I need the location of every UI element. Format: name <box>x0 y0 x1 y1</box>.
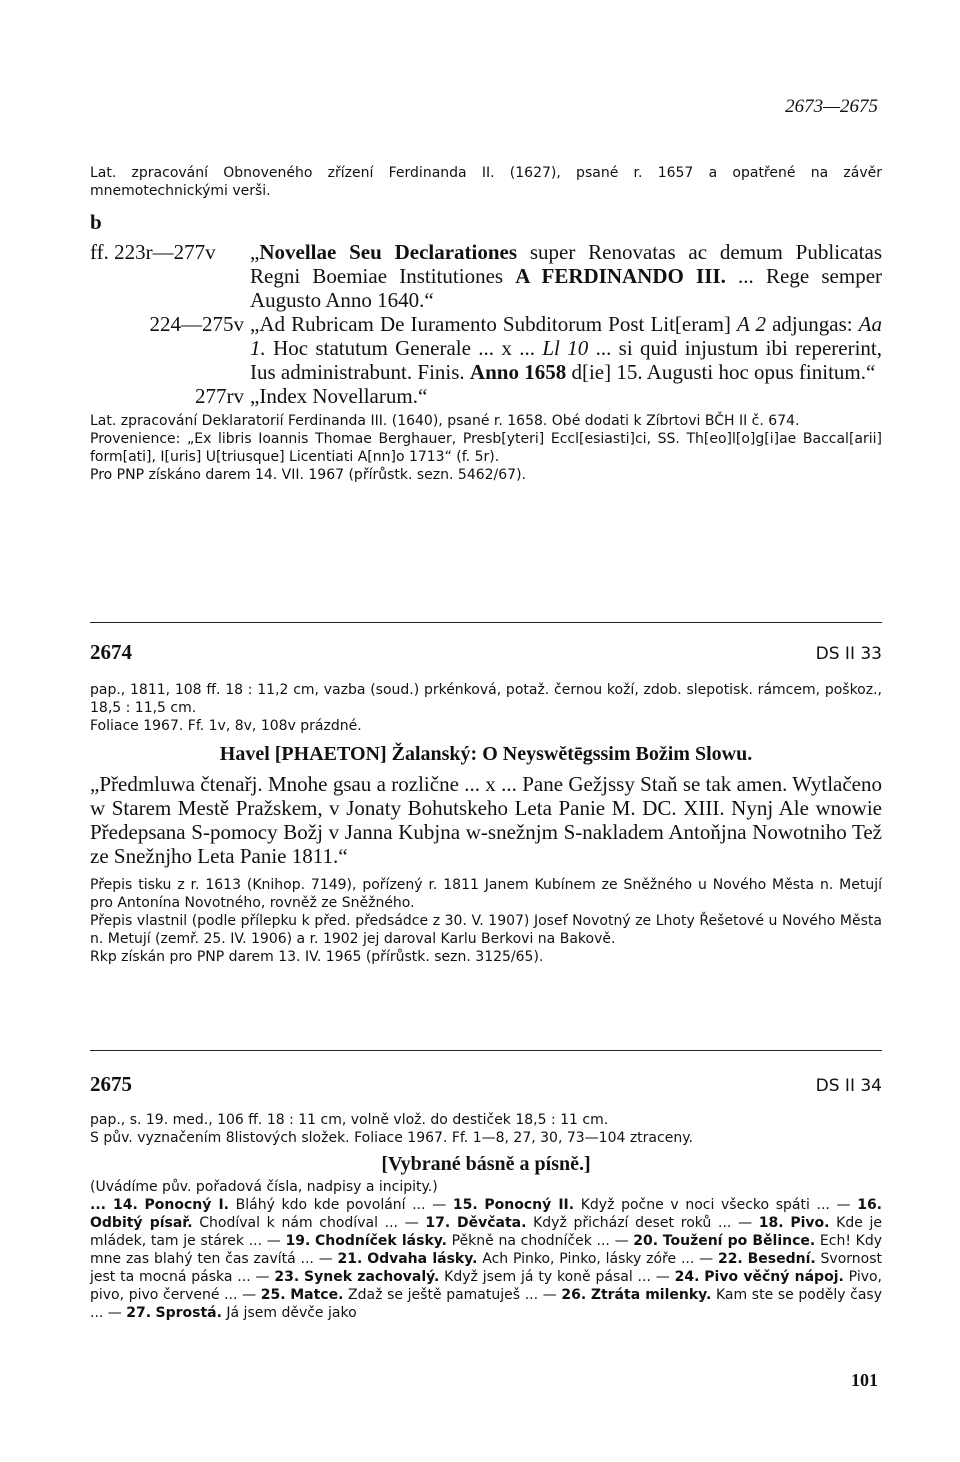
note: Rkp získán pro PNP darem 13. IV. 1965 (přírůstk. sezn. 3125/65). <box>90 949 544 965</box>
entry-number: 2675 <box>90 1072 132 1096</box>
folio-range: 277rv <box>195 384 244 408</box>
folio-entry <box>90 384 882 408</box>
note: Přepis tisku z r. 1613 (Knihop. 7149), pořízený r. 1811 Janem Kubínem ze Sněžného u Nového Města n. Metují pro Antonína Novotného, rovněž ze Sněžného. <box>90 877 882 911</box>
folio-text: „Ad Rubricam De Iuramento Subditorum Post Lit[eram] A 2 adjungas: Aa 1. Hoc statutum Generale ... x ... Ll 10 ... si quid injustum ibi repererint, Ius administrabunt. Finis. Anno 1658 d[ie] 15. Augusti hoc opus finitum.“ <box>250 312 882 384</box>
physical-description: pap., s. 19. med., 106 ff. 18 : 11 cm, volně vlož. do destiček 18,5 : 11 cm. <box>90 1112 609 1128</box>
folio-range: ff. 223r—277v <box>90 240 216 264</box>
folio-entry <box>90 240 882 312</box>
list-item: 22. Besední. Svornost jest ta mocná páska ... — <box>90 1251 882 1285</box>
list-item: 27. Sprostá. Já jsem děvče jako <box>126 1305 357 1321</box>
folio-text: „Index Novellarum.“ <box>250 384 428 408</box>
list-item: 25. Matce. Zdaž se ještě pamatuješ ... — <box>260 1287 562 1303</box>
entry-header <box>90 1072 882 1097</box>
list-item: 20. Toužení po Bělince. Ech! Kdy mne zas blahý ten čas zavítá ... — <box>90 1233 882 1267</box>
entry-2673 <box>90 164 882 484</box>
note: Pro PNP získáno darem 14. VII. 1967 (přírůstk. sezn. 5462/67). <box>90 467 526 483</box>
list-item: 19. Chodníček lásky. Pěkně na chodníček ... — <box>285 1233 634 1249</box>
foliation: Foliace 1967. Ff. 1v, 8v, 108v prázdné. <box>90 718 362 734</box>
shelf-signature: DS II 33 <box>815 644 882 664</box>
list-item: 18. Pivo. Kde je mládek, tam je stárek ... — <box>90 1215 883 1249</box>
list-item: 21. Odvaha lásky. Ach Pinko, Pinko, lásky zóře ... — <box>337 1251 718 1267</box>
list-item: ... 14. Ponocný I. Bláhý kdo kde povolání ... — <box>90 1197 453 1213</box>
entry-2673-lead: Lat. zpracování Obnoveného zřízení Ferdinanda II. (1627), psané r. 1657 a opatřené na závěr mnemotechnickými verši. <box>90 165 882 199</box>
list-item: 15. Ponocný II. Když počne v noci všecko spáti ... — <box>452 1197 858 1213</box>
running-head: 2673—2675 <box>785 96 878 117</box>
note: Provenience: „Ex libris Ioannis Thomae Berghauer, Presb[yteri] Eccl[esiasti]ci, SS. Th[eo]l[o]g[i]ae Baccal[arii] form[ati], I[uris] U[triusque] Licentiati A[nn]o 1713“ (f. 5r). <box>90 431 882 465</box>
entry-2675 <box>90 1072 882 1322</box>
work-title: Havel [PHAETON] Žalanský: O Neyswětēgssim Božim Slowu. <box>219 743 753 765</box>
note: Lat. zpracování Deklaratorií Ferdinanda III. (1640), psané r. 1658. Obé dodati k Zíbrtovi BČH II č. 674. <box>90 413 800 429</box>
list-item: 16. Odbitý písař. Chodíval k nám chodíval ... — <box>90 1197 883 1231</box>
note: Přepis vlastnil (podle přílepku k před. předsádce z 30. V. 1907) Josef Novotný ze Lhoty Řešetové u Nového Města n. Metují (zemř. 25. IV. 1906) a r. 1902 jej daroval Karlu Berkovi na Bakově. <box>90 913 882 947</box>
entry-number: 2674 <box>90 640 132 664</box>
physical-description: pap., 1811, 108 ff. 18 : 11,2 cm, vazba (soud.) prkénková, potaž. černou koží, zdob. slepotisk. rámcem, poškoz., 18,5 : 11,5 cm. <box>90 682 882 716</box>
list-item: 26. Ztráta milenky. Kam ste se poděly časy ... — <box>90 1287 883 1321</box>
list-item: 24. Pivo věčný nápoj. Pivo, pivo, pivo červené ... — <box>90 1269 883 1303</box>
foliation: S pův. vyznačením 8listových složek. Foliace 1967. Ff. 1—8, 27, 30, 73—104 ztraceny. <box>90 1130 693 1146</box>
section-letter: b <box>90 210 102 234</box>
section-divider <box>90 622 882 623</box>
song-list <box>90 1196 882 1322</box>
section-divider <box>90 1050 882 1051</box>
folio-range: 224—275v <box>149 312 244 336</box>
shelf-signature: DS II 34 <box>815 1076 882 1096</box>
page-number: 101 <box>851 1370 878 1390</box>
entry-header <box>90 640 882 665</box>
list-item: 23. Synek zachovalý. Když jsem já ty koně pásal ... — <box>274 1269 675 1285</box>
entry-2674 <box>90 640 882 966</box>
intro-note: (Uvádíme pův. pořadová čísla, nadpisy a incipity.) <box>90 1179 438 1195</box>
list-item: 17. Děvčata. Když přichází deset roků ... — <box>425 1215 759 1231</box>
incipit: „Předmluwa čtenařj. Mnohe gsau a rozlične ... x ... Pane Gežjssy Staň se tak amen. Wytlačeno w Starem Mestě Pražskem, v Jonaty Bohutskeho Leta Panie M. DC. XIII. Nynj Ale wnowie Předepsana S-pomocy Božj v Janna Kubjna w-snežnjm S-nakladem Antoňjna Nowotniho Tež ze Snežnjho Leta Panie 1811.“ <box>90 772 882 868</box>
folio-entry <box>90 312 882 384</box>
work-title: [Vybrané básně a písně.] <box>381 1153 591 1175</box>
folio-text: „Novellae Seu Declarationes super Renovatas ac demum Publicatas Regni Boemiae Institutiones A FERDINANDO III. ... Rege semper Augusto Anno 1640.“ <box>250 240 883 312</box>
